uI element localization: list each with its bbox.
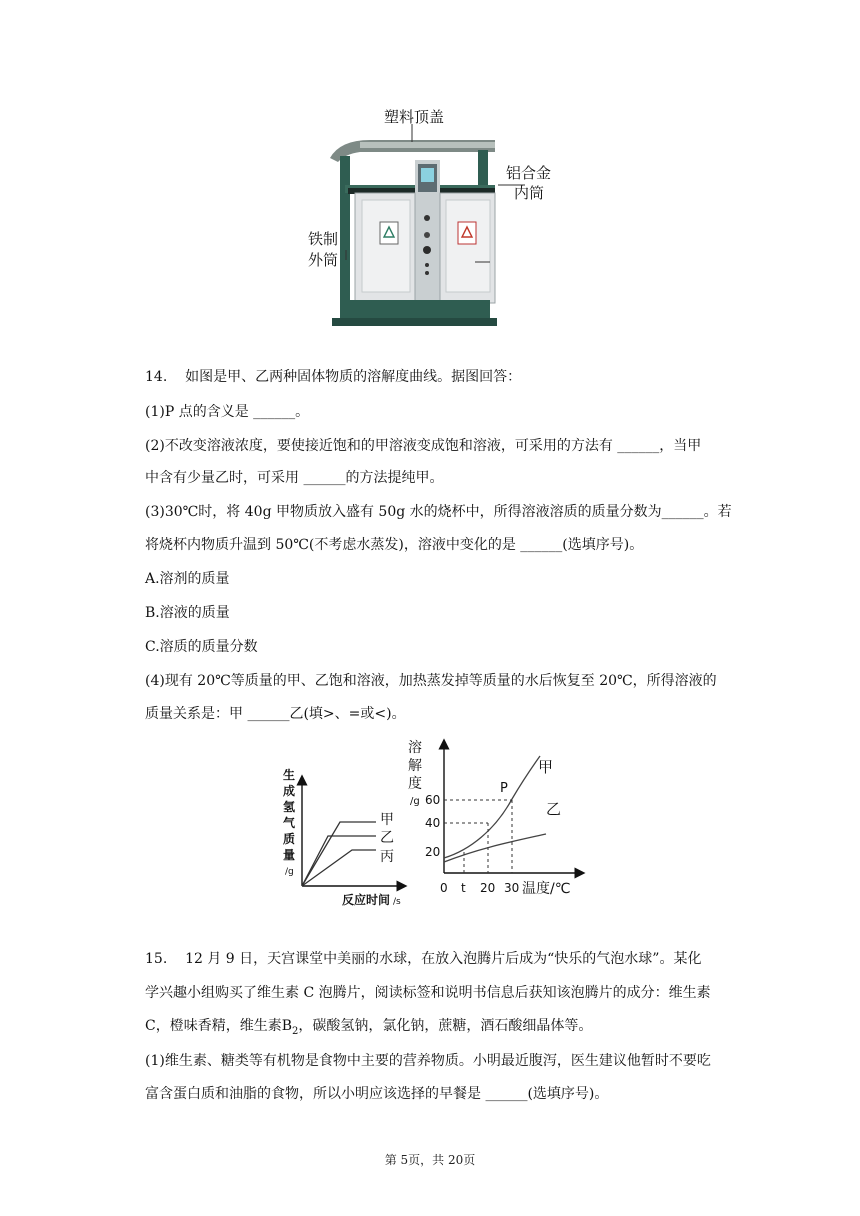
q14-stem: 如图是甲、乙两种固体物质的溶解度曲线。据图回答：	[185, 369, 522, 385]
hydrogen-series-jia	[302, 822, 376, 886]
solubility-chart	[400, 732, 590, 902]
solubility-ylabel-char: 溶	[408, 740, 422, 756]
q14-number: 14.	[145, 369, 168, 385]
solubility-xtick-30: 30	[504, 881, 520, 895]
hydrogen-ylabel-char: 质	[283, 832, 296, 846]
q14-part4-line1: (4)现有 20℃等质量的甲、乙饱和溶液，加热蒸发掉等质量的水后恢复至 20℃，所得溶液的	[145, 673, 717, 689]
q15-line3-pre: C，橙味香精，维生素B	[145, 1018, 292, 1034]
q14-option-c: C.溶质的质量分数	[145, 639, 258, 655]
solubility-xtick-20: 20	[480, 881, 496, 895]
solubility-xlabel: 温度/℃	[522, 881, 571, 897]
hydrogen-ylabel-char: 氢	[283, 800, 296, 814]
solubility-ytick-40: 40	[425, 816, 441, 830]
solubility-label-yi: 乙	[546, 800, 562, 818]
q14-stem-line	[145, 367, 521, 387]
q15-part1-line2: 富含蛋白质和油脂的食物，所以小明应该选择的早餐是 ______(选填序号)。	[145, 1086, 609, 1102]
q15-line1	[145, 949, 701, 969]
hydrogen-ylabel-char: 量	[283, 848, 296, 862]
q14-option-a: A.溶剂的质量	[145, 571, 230, 587]
hydrogen-label-yi: 乙	[380, 830, 394, 846]
hydrogen-ylabel-char: 生	[283, 768, 296, 782]
q14-part2-line2: 中含有少量乙时，可采用 ______的方法提纯甲。	[145, 470, 444, 486]
hydrogen-mass-chart	[280, 762, 410, 912]
solubility-xtick-t: t	[461, 881, 466, 895]
q14-option-b: B.溶液的质量	[145, 605, 230, 621]
q14-part2-line1: (2)不改变溶液浓度，要使接近饱和的甲溶液变成饱和溶液，可采用的方法有 ______，当甲	[145, 438, 702, 454]
label-iron-line1: 铁制	[308, 230, 339, 248]
page-footer: 第 5页，共 20页	[384, 1153, 476, 1167]
q14-part4-line2: 质量关系是：甲 ______乙(填>、=或<)。	[145, 706, 406, 722]
q15-part1-line1: (1)维生素、糖类等有机物是食物中主要的营养物质。小明最近腹泻，医生建议他暂时不要吃	[145, 1053, 711, 1069]
hydrogen-xlabel: 反应时间	[342, 893, 391, 907]
hydrogen-ylabel-char: 成	[283, 784, 296, 798]
label-aluminum-line1: 铝合金	[506, 164, 552, 182]
solubility-xtick-0: 0	[440, 881, 448, 895]
q15-line2: 学兴趣小组购买了维生素 C 泡腾片，阅读标签和说明书信息后获知该泡腾片的成分：维生素	[145, 985, 711, 1001]
solubility-ytick-20: 20	[425, 845, 441, 859]
hydrogen-ylabel-unit: /g	[285, 867, 294, 877]
solubility-ylabel-char: 解	[408, 758, 422, 774]
solubility-point-p: P	[500, 781, 508, 796]
solubility-ylabel-unit: /g	[410, 796, 420, 807]
q14-part1: (1)P 点的含义是 ______。	[145, 404, 310, 420]
q15-line3-sub: 2	[292, 1025, 299, 1037]
label-plastic-top: 塑料顶盖	[384, 108, 445, 126]
q15-line3	[145, 1016, 592, 1042]
hydrogen-ylabel-char: 气	[283, 816, 296, 830]
solubility-curve-yi	[444, 834, 546, 862]
q15-intro: 12 月 9 日，天宫课堂中美丽的水球，在放入泡腾片后成为“快乐的气泡水球”。某化	[185, 951, 702, 967]
solubility-label-jia: 甲	[538, 758, 554, 776]
trash-bin-figure	[300, 100, 570, 330]
solubility-ylabel-char: 度	[408, 776, 422, 792]
label-iron-line2: 外筒	[308, 251, 339, 269]
solubility-curve-jia	[444, 756, 540, 858]
q14-part3-line1: (3)30℃时，将 40g 甲物质放入盛有 50g 水的烧杯中，所得溶液溶质的质量分数为______。若	[145, 504, 732, 520]
q15-number: 15.	[145, 951, 168, 967]
solubility-ytick-60: 60	[425, 793, 441, 807]
q14-part3-line2: 将烧杯内物质升温到 50℃(不考虑水蒸发)，溶液中变化的是 ______(选填序号)。	[145, 537, 644, 553]
hydrogen-label-jia: 甲	[380, 812, 394, 828]
q15-line3-post: ，碳酸氢钠，氯化钠，蔗糖，酒石酸细晶体等。	[298, 1018, 593, 1034]
label-aluminum-line2: 内筒	[514, 184, 545, 202]
hydrogen-xlabel-unit: /s	[393, 897, 401, 907]
hydrogen-label-bing: 丙	[380, 849, 394, 865]
